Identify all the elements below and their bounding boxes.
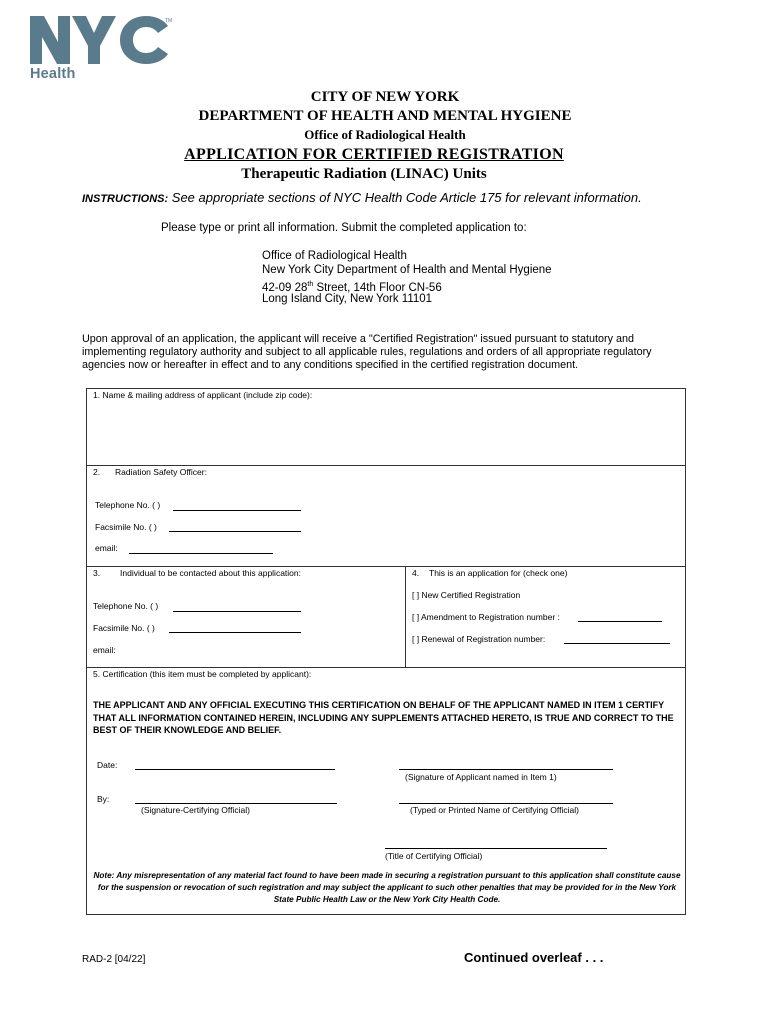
section-1-box[interactable] (86, 388, 686, 466)
certification-statement: THE APPLICANT AND ANY OFFICIAL EXECUTING THIS CERTIFICATION ON BEHALF OF THE APPLICANT NAMED IN ITEM 1 CERTIFY THAT ALL INFORMATION CONTAINED HEREIN, INCLUDING ANY SUPPLEMENTS ATTACHED HERETO, IS TRUE AND CORRECT TO THE BEST OF THEIR KNOWLEDGE AND BELIEF. (93, 700, 674, 735)
section-3-number: 3. (93, 568, 101, 578)
date-label: Date: (97, 760, 118, 770)
contact-fax-label: Facsimile No. ( ) (93, 623, 155, 633)
applicant-signature-field[interactable] (399, 769, 613, 770)
official-signature-field[interactable] (135, 803, 337, 804)
contact-telephone-field[interactable] (173, 611, 301, 612)
printed-name-field[interactable] (399, 803, 613, 804)
submit-instructions: Please type or print all information. Submit the completed application to: (161, 222, 527, 234)
section-4-label: This is an application for (check one) (429, 568, 568, 578)
section-5-label: 5. Certification (this item must be completed by applicant): (93, 669, 312, 679)
official-title-field[interactable] (385, 848, 607, 849)
section-4-box (405, 566, 686, 668)
address-line-3: 42-09 28th Street, 14th Floor CN-56 (262, 281, 442, 294)
header-city: CITY OF NEW YORK (310, 89, 460, 105)
printed-name-label: (Typed or Printed Name of Certifying Official) (410, 805, 579, 815)
rso-email-label: email: (95, 543, 118, 553)
contact-telephone-label: Telephone No. ( ) (93, 601, 159, 611)
logo-health-text: Health (30, 66, 76, 82)
rso-fax-field[interactable] (169, 531, 301, 532)
address-line-2: New York City Department of Health and Mental Hygiene (262, 264, 552, 276)
rso-fax-label: Facsimile No. ( ) (95, 522, 157, 532)
option-new-registration[interactable]: [ ] New Certified Registration (412, 590, 521, 600)
renewal-number-field[interactable] (564, 643, 670, 644)
continued-overleaf: Continued overleaf . . . (464, 950, 604, 965)
instructions (82, 190, 642, 205)
header-office: Office of Radiological Health (304, 127, 466, 142)
section-1-label: 1. Name & mailing address of applicant (include zip code): (93, 390, 313, 400)
option-amendment[interactable]: [ ] Amendment to Registration number : (412, 612, 560, 622)
section-3-box (86, 566, 406, 668)
section-2-box (86, 465, 686, 567)
misrepresentation-note: Note: Any misrepresentation of any material fact found to have been made in securing a registration pursuant to this application shall constitute cause for the suspension or revocation of such registration and may subject the applicant to such other penalties that may be provided for in the New York State Public Health Law or the New York City Health Code. (93, 871, 681, 904)
approval-paragraph: Upon approval of an application, the applicant will receive a "Certified Registration" issued pursuant to statutory and implementing regulatory authority and subject to all applicable rules, regulations and orders of all appropriate regulatory agencies now or hereafter in effect and to any conditions specified in the certified registration document. (82, 333, 652, 371)
contact-fax-field[interactable] (169, 632, 301, 633)
contact-email-label: email: (93, 645, 116, 655)
header-department: DEPARTMENT OF HEALTH AND MENTAL HYGIENE (198, 108, 572, 124)
rso-email-field[interactable] (129, 553, 273, 554)
section-2-label: Radiation Safety Officer: (115, 467, 207, 477)
option-renewal[interactable]: [ ] Renewal of Registration number: (412, 634, 546, 644)
address-line-4: Long Island City, New York 11101 (262, 293, 433, 305)
nyc-logo (28, 14, 172, 66)
form-code: RAD-2 [04/22] (82, 954, 146, 965)
rso-telephone-field[interactable] (173, 510, 301, 511)
form-title: APPLICATION FOR CERTIFIED REGISTRATION (184, 146, 564, 163)
svg-text:TM: TM (165, 18, 172, 24)
date-field[interactable] (135, 769, 335, 770)
applicant-signature-label: (Signature of Applicant named in Item 1) (405, 772, 557, 782)
by-label: By: (97, 794, 110, 804)
section-2-number: 2. (93, 467, 101, 477)
instructions-label: INSTRUCTIONS: (82, 193, 169, 205)
official-signature-label: (Signature-Certifying Official) (141, 805, 250, 815)
form-subtitle: Therapeutic Radiation (LINAC) Units (241, 166, 487, 182)
rso-telephone-label: Telephone No. ( ) (95, 500, 161, 510)
instructions-text: See appropriate sections of NYC Health Code Article 175 for relevant information. (168, 190, 642, 205)
section-3-label: Individual to be contacted about this application: (120, 568, 301, 578)
address-line-1: Office of Radiological Health (262, 250, 407, 262)
section-4-number: 4. (412, 568, 420, 578)
amendment-number-field[interactable] (578, 621, 662, 622)
official-title-label: (Title of Certifying Official) (385, 851, 483, 861)
